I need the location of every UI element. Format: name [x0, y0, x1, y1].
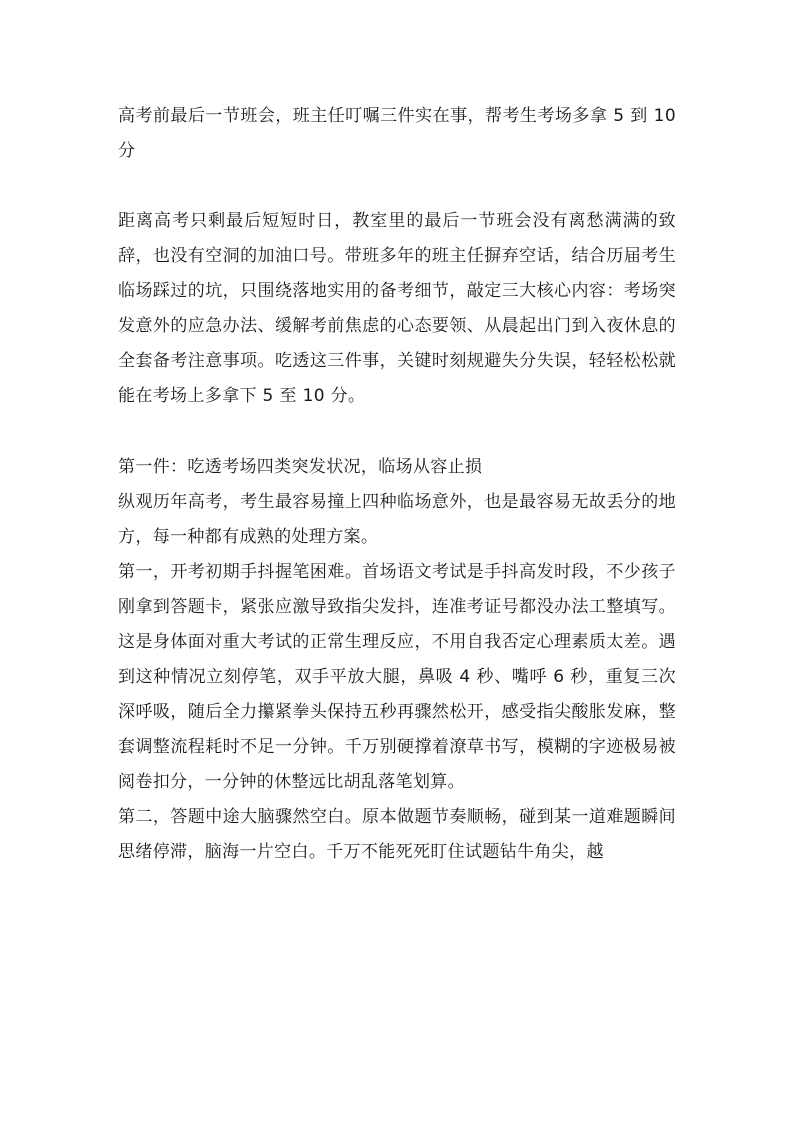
- point-one-paragraph: 第一，开考初期手抖握笔困难。首场语文考试是手抖高发时段，不少孩子刚拿到答题卡，紧张应激导致指尖发抖，连准考证号都没办法工整填写。这是身体面对重大考试的正常生理反应，不用自我否定心理素质太差。遇到这种情况立刻停笔，双手平放大腿，鼻吸 4 秒、嘴呼 6 秒，重复三次深呼吸，随后全力攥紧拳头保持五秒再骤然松开，感受指尖酸胀发麻，整套调整流程耗时不足一分钟。千万别硬撑着潦草书写，模糊的字迹极易被阅卷扣分，一分钟的休整远比胡乱落笔划算。: [118, 562, 676, 792]
- point-two-paragraph: 第二，答题中途大脑骤然空白。原本做题节奏顺畅，碰到某一道难题瞬间思绪停滞，脑海一片空白。千万不能死死盯住试题钻牛角尖，越: [118, 807, 676, 862]
- section-heading: 第一件：吃透考场四类突发状况，临场从容止损: [118, 457, 483, 477]
- intro-paragraph: 距离高考只剩最后短短时日，教室里的最后一节班会没有离愁满满的致辞，也没有空洞的加油口号。带班多年的班主任摒弃空话，结合历届考生临场踩过的坑，只围绕落地实用的备考细节，敲定三大核心内容：考场突发意外的应急办法、缓解考前焦虑的心态要领、从晨起出门到入夜休息的全套备考注意事项。吃透这三件事，关键时刻规避失分失误，轻轻松松就能在考场上多拿下 5 至 10 分。: [118, 211, 676, 406]
- document-title: 高考前最后一节班会，班主任叮嘱三件实在事，帮考生考场多拿 5 到 10 分: [118, 106, 676, 161]
- section-lead-paragraph: 纵观历年高考，考生最容易撞上四种临场意外，也是最容易无故丢分的地方，每一种都有成熟的处理方案。: [118, 492, 676, 547]
- document-body: [118, 99, 676, 870]
